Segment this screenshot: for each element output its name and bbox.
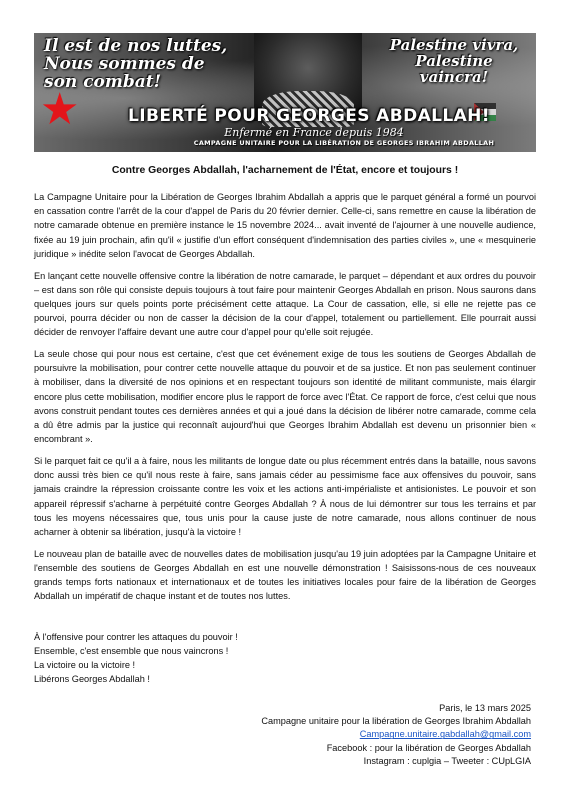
slogan-right-line: Palestine	[415, 52, 493, 70]
closing-line: La victoire ou la victoire !	[34, 660, 136, 670]
signature-block	[201, 702, 531, 768]
banner-headline: LIBERTÉ POUR GEORGES ABDALLAH!	[128, 106, 490, 126]
red-star-icon: ★	[40, 85, 80, 134]
slogan-left	[44, 37, 234, 91]
email-link[interactable]: Campagne.unitaire.gabdallah@gmail.com	[359, 729, 531, 740]
body-paragraph: Si le parquet fait ce qu'il a à faire, nous les militants de longue date ou plus récemment entrés dans la bataille, nous savons donc aussi très bien ce qu'il nous reste à faire, sans jamais céder au pessimisme face aux offensives du pouvoir, sans jamais craindre la répression croissante contre les voix et les actions anti-impérialiste et antisionistes. Le pouvoir et son appareil répressif s'acharne à perpétuité contre Georges Abdallah ? À nous de lui démontrer sur tous les terrains et par tous les moyens nécessaires que, tous unis pour la cause juste de notre camarade, nous allons continuer de nous acharner à obtenir sa libération, jusqu'à la victoire !	[34, 455, 536, 537]
body-paragraph: La Campagne Unitaire pour la Libération de Georges Ibrahim Abdallah a appris que le parquet général a formé un pourvoi en cassation contre l'arrêt de la cour d'appel de Paris du 20 février dernier. Celle-ci, sans remettre en cause la libération de notre camarade obtenue en première instance le 15 novembre 2024... avait inventé de l'ajourner à une nouvelle audience, fixée au 19 juin prochain, afin qu'il « justifie d'un effort conséquent d'indemnisation des parties civiles », une « mesquinerie juridique » inédite selon l'avocat de Georges Abdallah.	[34, 192, 536, 259]
social-handles: Instagram : cuplgia – Tweeter : CUpLGIA	[363, 755, 531, 766]
banner-tagline: CAMPAGNE UNITAIRE POUR LA LIBÉRATION DE GEORGES IBRAHIM ABDALLAH	[193, 139, 495, 147]
facebook-handle: Facebook : pour la libération de Georges Abdallah	[326, 742, 531, 753]
banner-subhead: Enfermé en France depuis 1984	[224, 126, 404, 139]
slogan-left-line: Il est de nos luttes,	[44, 36, 228, 56]
body-paragraph: En lançant cette nouvelle offensive contre la libération de notre camarade, le parquet – dépendant et aux ordres du pouvoir – est dans son rôle qui consiste depuis toujours à tout faire pour maintenir Georges Abdallah en prison. Nous saurons dans quelques jours sur quels points porte précisément cette attaque. La Cour de cassation, elle, si elle ne rejette pas ce pourvoi, pourra décider ou non de casser la décision de la cour d'appel, totalement ou partiellement. Elle pourrait aussi décider de renvoyer l'affaire devant une autre cour d'appel pour qu'elle soit rejugée.	[34, 270, 536, 338]
organization-name: Campagne unitaire pour la libération de Georges Ibrahim Abdallah	[261, 716, 531, 727]
document-body	[34, 190, 536, 611]
slogan-right-line: Palestine vivra,	[389, 36, 519, 54]
closing-line: Ensemble, c'est ensemble que nous vaincrons !	[34, 646, 229, 656]
slogan-right-line: vaincra!	[419, 68, 489, 86]
header-banner	[34, 33, 536, 152]
slogan-left-line: son combat!	[44, 72, 162, 92]
closing-slogans	[34, 630, 334, 686]
slogan-right	[379, 37, 529, 85]
body-paragraph: Le nouveau plan de bataille avec de nouvelles dates de mobilisation jusqu'au 19 juin adoptées par la Campagne Unitaire et l'ensemble des soutiens de Georges Abdallah en est une nouvelle démonstration ! Saisissons-nous de ces nouveaux grands temps forts nationaux et internationaux et de toutes les initiatives locales pour faire de la libération de Georges Abdallah un impératif de chaque instant et de toutes nos luttes.	[34, 548, 536, 602]
slogan-left-line: Nous sommes de	[44, 54, 205, 74]
closing-line: Libérons Georges Abdallah !	[34, 674, 150, 684]
place-date: Paris, le 13 mars 2025	[439, 703, 531, 713]
body-paragraph: La seule chose qui pour nous est certaine, c'est que cet événement exige de tous les soutiens de Georges Abdallah de poursuivre la mobilisation, pour contrer cette nouvelle attaque du pouvoir et de sa justice. Et non pas seulement continuer à mobiliser, dans la diversité de nos opinions et en respectant toujours son identité de militant communiste, mais élargir encore plus cette mobilisation, modifier encore plus le rapport de force avec l'État. Ce rapport de force, c'est celui que nous avons construit pendant toutes ces dernières années et qui a joué dans la décision de libérer notre camarade, comme cela a dû être admis par la justice qui reconnaît aujourd'hui que Georges Ibrahim Abdallah est devenu un prisonnier bien « encombrant ».	[34, 349, 536, 445]
closing-line: À l'offensive pour contrer les attaques du pouvoir !	[34, 632, 238, 642]
document-title: Contre Georges Abdallah, l'acharnement de l'État, encore et toujours !	[111, 165, 459, 176]
